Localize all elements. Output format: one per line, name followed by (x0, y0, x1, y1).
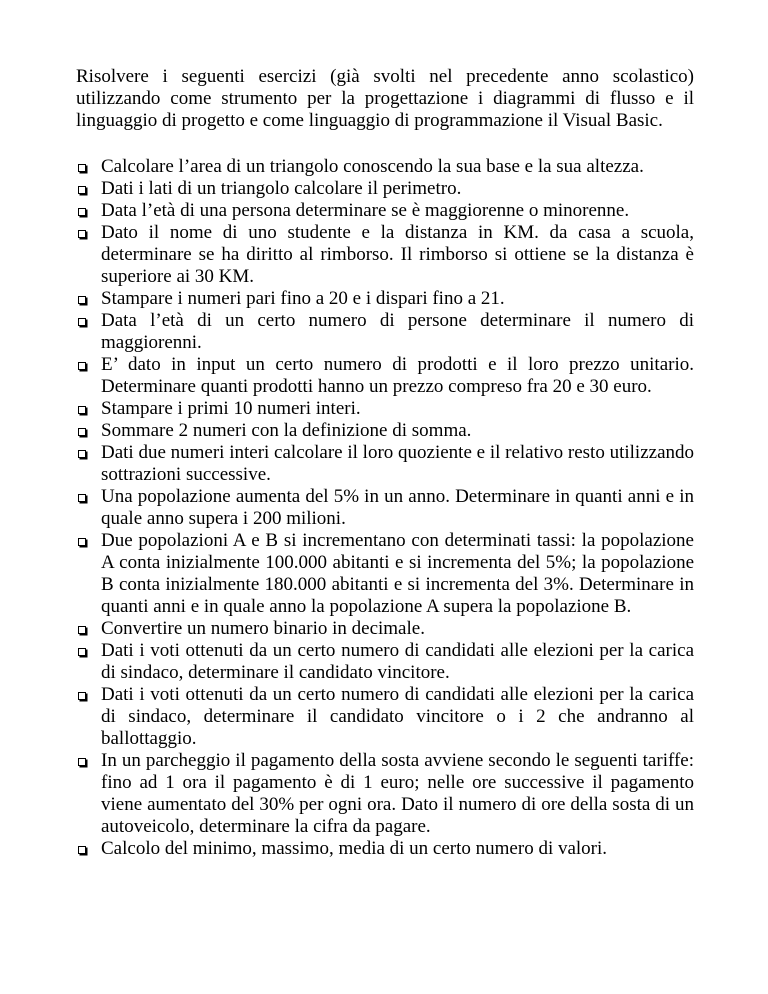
hollow-square-bullet-icon (78, 648, 86, 656)
exercise-text: Calcolo del minimo, massimo, media di un certo numero di valori. (101, 838, 608, 859)
hollow-square-bullet-icon (78, 406, 86, 414)
exercise-text: Una popolazione aumenta del 5% in un anno. Determinare in quanti anni e in quale anno supera i 200 milioni. (101, 486, 694, 529)
exercise-text: Convertire un numero binario in decimale. (101, 618, 425, 639)
exercise-item (76, 288, 694, 310)
exercise-item (76, 530, 694, 618)
document-page (76, 66, 694, 860)
hollow-square-bullet-icon (78, 494, 86, 502)
exercise-text: Calcolare l’area di un triangolo conoscendo la sua base e la sua altezza. (101, 156, 644, 177)
hollow-square-bullet-icon (78, 538, 86, 546)
exercise-text: Sommare 2 numeri con la definizione di somma. (101, 420, 472, 441)
hollow-square-bullet-icon (78, 428, 86, 436)
exercise-item (76, 178, 694, 200)
hollow-square-bullet-icon (78, 626, 86, 634)
hollow-square-bullet-icon (78, 208, 86, 216)
exercise-text: Stampare i numeri pari fino a 20 e i dispari fino a 21. (101, 288, 505, 309)
exercise-text: Dati i voti ottenuti da un certo numero di candidati alle elezioni per la carica di sindaco, determinare il candidato vincitore. (101, 640, 694, 683)
exercise-item (76, 222, 694, 288)
exercise-item (76, 200, 694, 222)
exercise-text: E’ dato in input un certo numero di prodotti e il loro prezzo unitario. Determinare quanti prodotti hanno un prezzo compreso fra 20 e 30 euro. (101, 354, 694, 397)
exercise-item (76, 420, 694, 442)
exercise-text: Dato il nome di uno studente e la distanza in KM. da casa a scuola, determinare se ha diritto al rimborso. Il rimborso si ottiene se la distanza è superiore ai 30 KM. (101, 222, 694, 287)
exercise-item (76, 750, 694, 838)
exercise-item (76, 838, 694, 860)
exercise-text: Due popolazioni A e B si incrementano con determinati tassi: la popolazione A conta inizialmente 100.000 abitanti e si incrementa del 5%; la popolazione B conta inizialmente 180.000 abitanti e si incrementa del 3%. Determinare in quanti anni e in quale anno la popolazione A supera la popolazione B. (101, 530, 694, 617)
exercise-item (76, 618, 694, 640)
hollow-square-bullet-icon (78, 692, 86, 700)
exercise-text: Dati i voti ottenuti da un certo numero di candidati alle elezioni per la carica di sindaco, determinare il candidato vincitore o i 2 che andranno al ballottaggio. (101, 684, 694, 749)
exercise-item (76, 354, 694, 398)
exercise-item (76, 640, 694, 684)
intro-paragraph: Risolvere i seguenti esercizi (già svolti nel precedente anno scolastico) utilizzando come strumento per la progettazione i diagrammi di flusso e il linguaggio di progetto e come linguaggio di programmazione il Visual Basic. (76, 66, 694, 131)
exercise-item (76, 156, 694, 178)
hollow-square-bullet-icon (78, 846, 86, 854)
hollow-square-bullet-icon (78, 758, 86, 766)
exercise-list (76, 156, 694, 860)
exercise-text: Dati i lati di un triangolo calcolare il perimetro. (101, 178, 462, 199)
exercise-text: Data l’età di un certo numero di persone determinare il numero di maggiorenni. (101, 310, 694, 353)
exercise-item (76, 684, 694, 750)
exercise-item (76, 310, 694, 354)
exercise-item (76, 486, 694, 530)
exercise-item (76, 442, 694, 486)
hollow-square-bullet-icon (78, 318, 86, 326)
exercise-item (76, 398, 694, 420)
hollow-square-bullet-icon (78, 164, 86, 172)
hollow-square-bullet-icon (78, 230, 86, 238)
exercise-text: Data l’età di una persona determinare se è maggiorenne o minorenne. (101, 200, 630, 221)
exercise-text: Dati due numeri interi calcolare il loro quoziente e il relativo resto utilizzando sottrazioni successive. (101, 442, 694, 485)
exercise-text: In un parcheggio il pagamento della sosta avviene secondo le seguenti tariffe: fino ad 1 ora il pagamento è di 1 euro; nelle ore successive il pagamento viene aumentato del 30% per ogni ora. Dato il numero di ore della sosta di un autoveicolo, determinare la cifra da pagare. (101, 750, 694, 837)
hollow-square-bullet-icon (78, 450, 86, 458)
hollow-square-bullet-icon (78, 296, 86, 304)
hollow-square-bullet-icon (78, 186, 86, 194)
hollow-square-bullet-icon (78, 362, 86, 370)
exercise-text: Stampare i primi 10 numeri interi. (101, 398, 361, 419)
